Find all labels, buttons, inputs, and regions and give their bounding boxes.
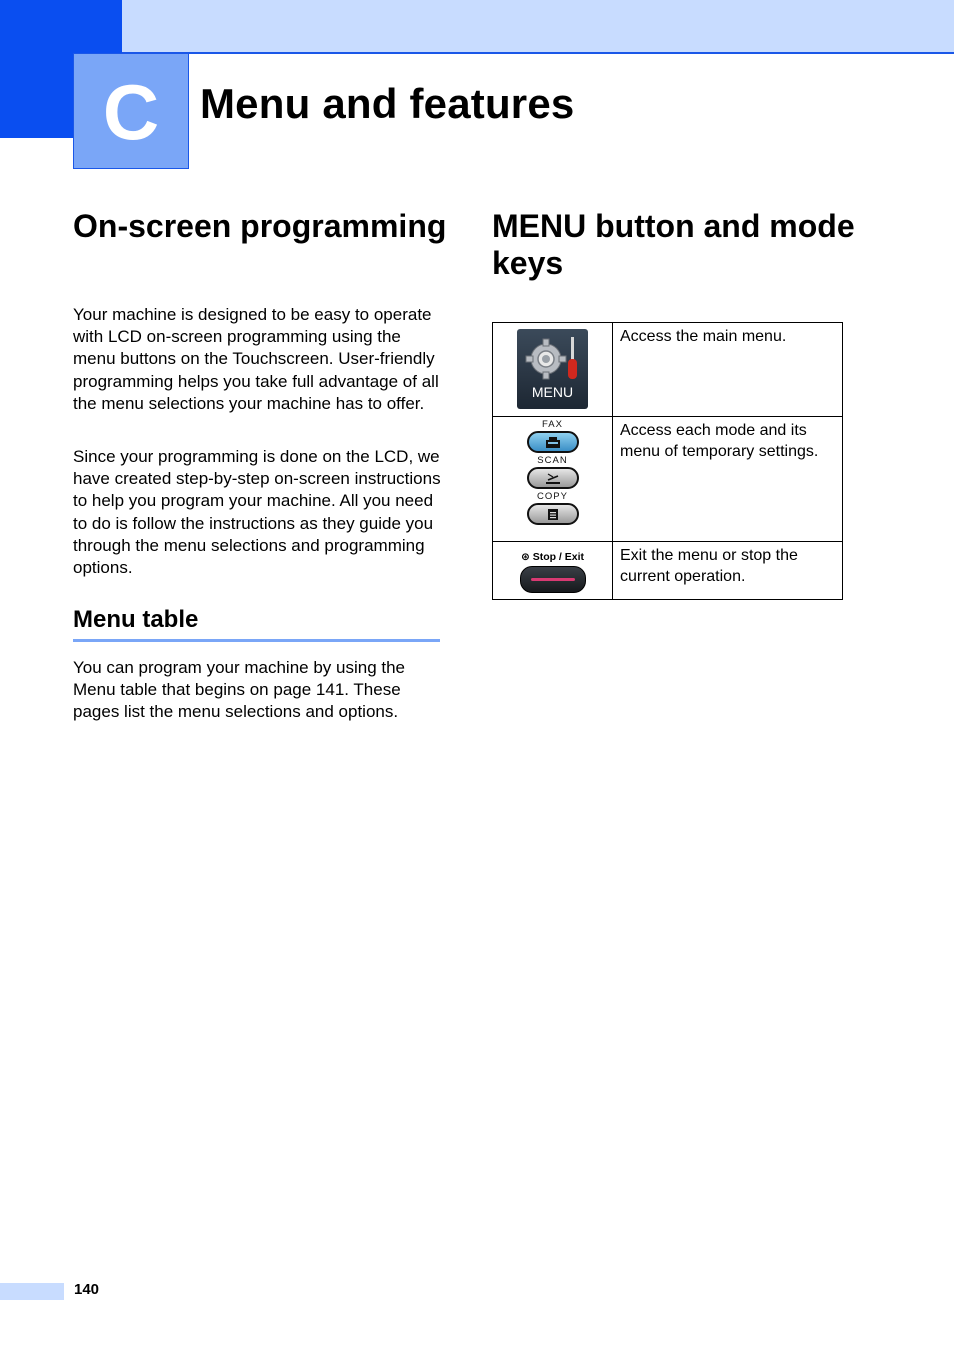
- scan-key-label: SCAN: [537, 455, 568, 466]
- description-cell: Access each mode and its menu of temporary settings.: [613, 417, 843, 542]
- copy-key-label: COPY: [537, 491, 568, 502]
- section-heading-on-screen-programming: On-screen programming: [73, 208, 447, 244]
- table-row: [493, 542, 843, 600]
- icon-cell: [493, 542, 613, 600]
- stop-exit-key-icon: [520, 566, 586, 593]
- description-cell: Access the main menu.: [613, 323, 843, 417]
- fax-key-icon: [493, 419, 612, 453]
- chapter-letter-box: C: [73, 53, 189, 169]
- paragraph-menu-table: You can program your machine by using the Menu table that begins on page 141. These pages list the menu selections and options.: [73, 658, 406, 722]
- paragraph-2: Since your programming is done on the LCD, we have created step-by-step on-screen instructions to help you program your machine. All you need to do is follow the instructions as they guide you through the menu selections and programming options.: [73, 447, 441, 578]
- chapter-title: Menu and features: [200, 80, 575, 127]
- description-cell: Exit the menu or stop the current operation.: [613, 542, 843, 600]
- paragraph-1: Your machine is designed to be easy to operate with LCD on-screen programming using the menu buttons on the Touchscreen. User-friendly programming helps you take full advantage of all the menu selections your machine has to offer.: [73, 305, 439, 413]
- subheading-menu-table: Menu table: [73, 604, 440, 642]
- header-band-light: [122, 0, 954, 54]
- icon-cell: [493, 323, 613, 417]
- table-row: [493, 323, 843, 417]
- section-heading-menu-button: MENU button and mode keys: [492, 208, 855, 281]
- menu-gear-screwdriver-icon: [517, 329, 588, 409]
- stop-exit-key-label: ⊛ Stop / Exit: [520, 551, 585, 563]
- footer-bar: [0, 1283, 64, 1300]
- copy-key-icon: [493, 491, 612, 525]
- fax-key-label: FAX: [542, 419, 563, 430]
- icon-cell: [493, 417, 613, 542]
- keys-table: [492, 322, 843, 600]
- page-number: 140: [74, 1281, 100, 1298]
- scan-key-icon: [493, 455, 612, 489]
- table-row: [493, 417, 843, 542]
- menu-key-label: MENU: [531, 384, 574, 400]
